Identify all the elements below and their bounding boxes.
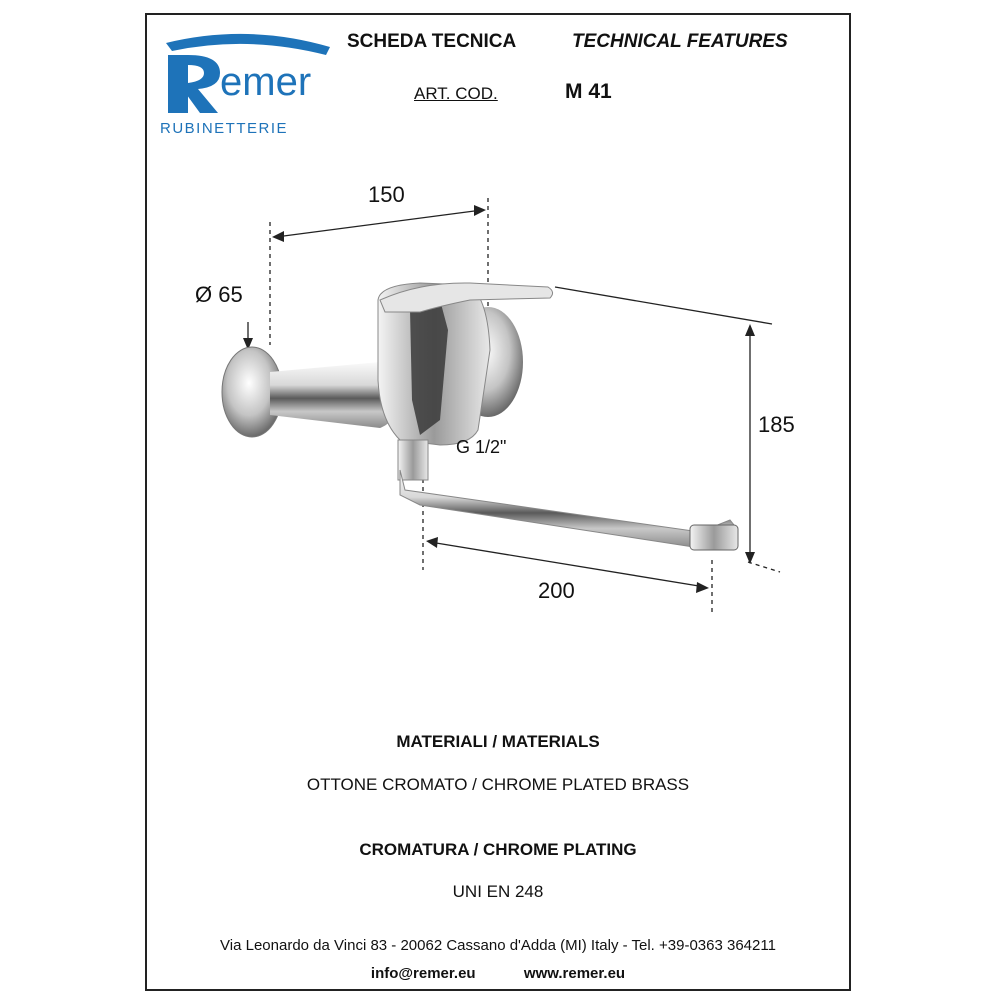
materials-heading: MATERIALI / MATERIALS [396, 732, 600, 751]
title-en: TECHNICAL FEATURES [572, 31, 788, 52]
dim-width-top: 150 [368, 182, 405, 207]
dim-diameter: Ø 65 [195, 282, 243, 307]
materials-value: OTTONE CROMATO / CHROME PLATED BRASS [306, 775, 690, 794]
art-code-value: M 41 [565, 80, 612, 103]
plating-value: UNI EN 248 [452, 882, 544, 901]
title-it: SCHEDA TECNICA [347, 31, 517, 52]
dim-spout: 200 [538, 578, 575, 603]
plating-heading: CROMATURA / CHROME PLATING [359, 840, 637, 859]
footer-address: Via Leonardo da Vinci 83 - 20062 Cassano d'Adda (MI) Italy - Tel. +39-0363 364211 [220, 937, 776, 954]
svg-text:emer: emer [220, 60, 312, 104]
logo-subtitle: RUBINETTERIE [160, 120, 289, 137]
footer-website[interactable]: www.remer.eu [523, 965, 626, 982]
dim-connection: G 1/2" [456, 437, 507, 457]
faucet-body [222, 283, 738, 550]
footer-email[interactable]: info@remer.eu [370, 965, 476, 982]
footer-contacts [145, 965, 851, 982]
dim-height: 185 [758, 412, 795, 437]
art-code-label: ART. COD. [414, 84, 498, 103]
